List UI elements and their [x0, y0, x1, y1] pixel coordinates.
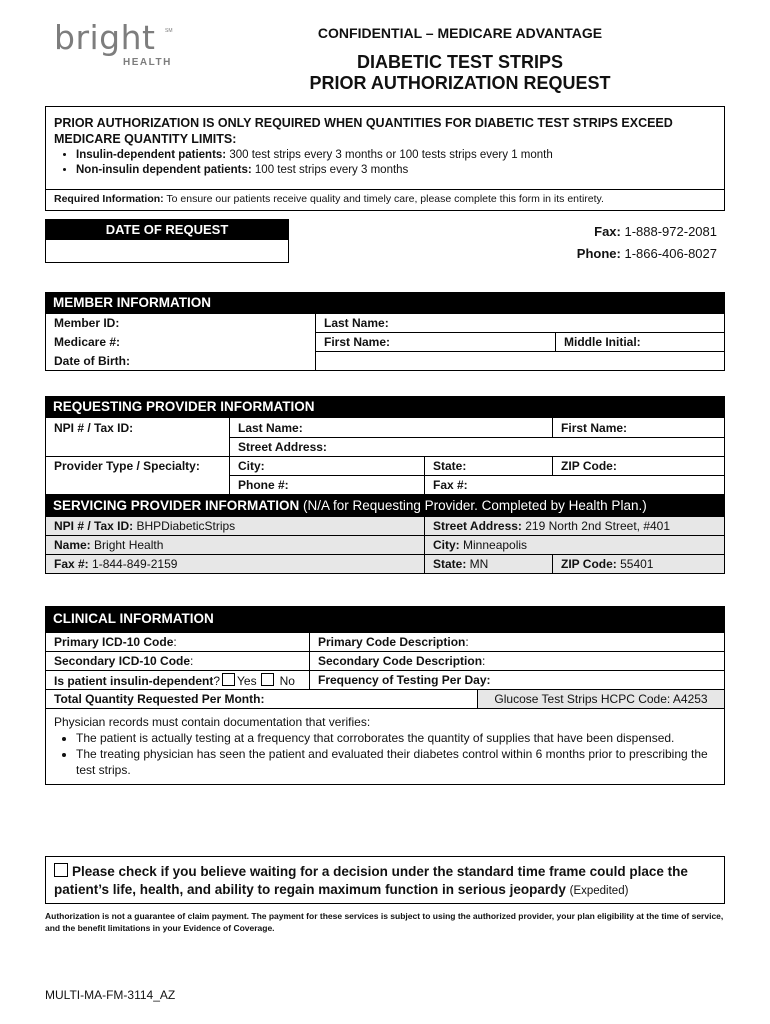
- serv-fax: [46, 555, 425, 574]
- bullet-label: Insulin-dependent patients:: [76, 149, 227, 161]
- expedited-suffix: (Expedited): [569, 885, 629, 897]
- yes-label: Yes: [237, 673, 257, 688]
- req-type-field[interactable]: Provider Type / Specialty:: [46, 457, 230, 476]
- serv-city: [425, 536, 725, 555]
- serv-name: [46, 536, 425, 555]
- req-fax-field[interactable]: Fax #:: [425, 476, 725, 495]
- serv-zip-value: 55401: [616, 557, 654, 571]
- empty-cell: [316, 352, 725, 371]
- member-table: [45, 313, 725, 371]
- intro-box: [45, 106, 725, 211]
- confidential-label: CONFIDENTIAL – MEDICARE ADVANTAGE: [317, 25, 603, 41]
- primary-desc-field[interactable]: [310, 633, 725, 652]
- primary-desc-label: Primary Code Description: [318, 635, 466, 649]
- servicing-note: (N/A for Requesting Provider. Completed by Health Plan.): [299, 498, 647, 513]
- required-text: To ensure our patients receive quality and timely care, please complete this form in its entirety.: [163, 193, 604, 205]
- req-street-field[interactable]: Street Address:: [230, 438, 725, 457]
- empty-cell: [46, 476, 230, 495]
- logo-sub: HEALTH: [123, 57, 172, 68]
- req-zip-field[interactable]: ZIP Code:: [553, 457, 725, 476]
- colon: :: [173, 635, 177, 649]
- secondary-icd-field[interactable]: [46, 652, 310, 671]
- dob-field[interactable]: Date of Birth:: [46, 352, 316, 371]
- page-title: [0, 52, 770, 94]
- fax-number: 1-888-972-2081: [620, 224, 717, 239]
- primary-icd-field[interactable]: [46, 633, 310, 652]
- last-name-field[interactable]: Last Name:: [316, 314, 725, 333]
- req-phone-field[interactable]: Phone #:: [230, 476, 425, 495]
- records-intro: Physician records must contain documentation that verifies:: [54, 715, 371, 729]
- req-npi-field[interactable]: NPI # / Tax ID:: [46, 418, 230, 438]
- secondary-desc-field[interactable]: [310, 652, 725, 671]
- no-label: No: [279, 673, 295, 688]
- colon: :: [482, 654, 486, 668]
- serv-street-label: Street Address:: [433, 519, 522, 533]
- serv-city-value: Minneapolis: [459, 538, 528, 552]
- bullet-text: 100 test strips every 3 months: [251, 164, 409, 176]
- colon: :: [190, 654, 194, 668]
- req-first-name-field[interactable]: First Name:: [553, 418, 725, 438]
- title-line-1: DIABETIC TEST STRIPS: [356, 52, 563, 72]
- member-section-title: MEMBER INFORMATION: [45, 292, 725, 313]
- middle-initial-field[interactable]: Middle Initial:: [556, 333, 725, 352]
- contact-info: [577, 221, 717, 265]
- serv-city-label: City:: [433, 538, 460, 552]
- serv-state-label: State:: [433, 557, 467, 571]
- list-item: [76, 148, 724, 163]
- servicing-title: SERVICING PROVIDER INFORMATION: [53, 498, 300, 513]
- physician-records-note: [45, 709, 725, 785]
- servicing-section-title: [45, 495, 725, 516]
- colon: :: [465, 635, 469, 649]
- required-label: Required Information:: [54, 193, 164, 205]
- disclaimer: Authorization is not a guarantee of claim payment. The payment for these services is subject to using the authorized provider, your plan eligibility at the time of service, and the benefit limitations in your Evidence of Coverage.: [45, 911, 724, 933]
- serv-zip-label: ZIP Code:: [561, 557, 617, 571]
- fax-label: Fax:: [594, 224, 621, 239]
- requesting-provider-section: [45, 396, 725, 574]
- serv-fax-label: Fax #:: [54, 557, 89, 571]
- fax-line: [577, 221, 717, 243]
- secondary-icd-label: Secondary ICD-10 Code: [54, 654, 191, 668]
- list-item: • The treating physician has seen the patient and evaluated their diabetes control within 6 months prior to prescribing the test strips.: [76, 746, 716, 778]
- secondary-desc-label: Secondary Code Description: [318, 654, 483, 668]
- medicare-field[interactable]: Medicare #:: [46, 333, 316, 352]
- insulin-dependent-question: [46, 671, 310, 690]
- member-id-field[interactable]: Member ID:: [46, 314, 316, 333]
- logo-word: bright: [54, 18, 156, 57]
- limits-list: [54, 148, 724, 178]
- serv-state-value: MN: [466, 557, 489, 571]
- serv-street: [425, 517, 725, 536]
- clinical-section: [45, 606, 725, 785]
- frequency-field[interactable]: Frequency of Testing Per Day:: [310, 671, 725, 690]
- serv-street-value: 219 North 2nd Street, #401: [521, 519, 671, 533]
- expedited-statement: Please check if you believe waiting for a decision under the standard time frame could place the patient’s life, health, and ability to regain maximum function in serious jeopardy: [54, 864, 688, 897]
- phone-line: [577, 243, 717, 265]
- bullet-text: 300 test strips every 3 months or 100 tests strips every 1 month: [226, 149, 553, 161]
- list-item: • The patient is actually testing at a frequency that corroborates the quantity of supplies that have been dispensed.: [76, 730, 716, 746]
- date-of-request-field[interactable]: [46, 240, 288, 262]
- req-city-field[interactable]: City:: [230, 457, 425, 476]
- date-of-request-box: [45, 219, 289, 263]
- form-number: MULTI-MA-FM-3114_AZ: [45, 988, 176, 1002]
- member-section: [45, 292, 725, 371]
- clinical-table: [45, 632, 725, 709]
- logo-mark: SM: [165, 28, 173, 34]
- serv-npi: [46, 517, 425, 536]
- intro-headline: PRIOR AUTHORIZATION IS ONLY REQUIRED WHEN QUANTITIES FOR DIABETIC TEST STRIPS EXCEED MEDICARE QUANTITY LIMITS:: [54, 116, 673, 146]
- requesting-table: [45, 417, 725, 495]
- serv-state: [425, 555, 553, 574]
- expedited-text: [46, 857, 724, 906]
- phone-label: Phone:: [576, 246, 621, 261]
- expedited-box: [45, 856, 725, 904]
- records-list: [54, 730, 716, 778]
- serv-zip: [553, 555, 725, 574]
- requesting-section-title: REQUESTING PROVIDER INFORMATION: [45, 396, 725, 417]
- question-mark: ?: [213, 673, 221, 688]
- title-line-2: PRIOR AUTHORIZATION REQUEST: [309, 73, 611, 93]
- list-item: [76, 163, 724, 178]
- serv-name-value: Bright Health: [90, 538, 164, 552]
- yes-checkbox[interactable]: [222, 673, 235, 686]
- phone-number: 1-866-406-8027: [620, 246, 717, 261]
- first-name-field[interactable]: First Name:: [316, 333, 556, 352]
- insulin-question-label: Is patient insulin-dependent: [54, 673, 214, 688]
- req-last-name-field[interactable]: Last Name:: [230, 418, 553, 438]
- req-state-field[interactable]: State:: [425, 457, 553, 476]
- clinical-section-title: CLINICAL INFORMATION: [45, 606, 725, 632]
- serv-name-label: Name:: [54, 538, 91, 552]
- servicing-table: [45, 516, 725, 574]
- required-information: [46, 189, 724, 208]
- total-quantity-field[interactable]: Total Quantity Requested Per Month:: [46, 690, 478, 709]
- bullet-label: Non-insulin dependent patients:: [76, 164, 252, 176]
- empty-cell: [46, 438, 230, 457]
- serv-fax-value: 1-844-849-2159: [88, 557, 178, 571]
- hcpc-code: Glucose Test Strips HCPC Code: A4253: [478, 690, 725, 709]
- date-of-request-label: DATE OF REQUEST: [46, 220, 288, 240]
- no-checkbox[interactable]: [261, 673, 274, 686]
- primary-icd-label: Primary ICD-10 Code: [54, 635, 174, 649]
- serv-npi-value: BHPDiabeticStrips: [133, 519, 236, 533]
- expedited-checkbox[interactable]: [54, 863, 68, 877]
- serv-npi-label: NPI # / Tax ID:: [54, 519, 134, 533]
